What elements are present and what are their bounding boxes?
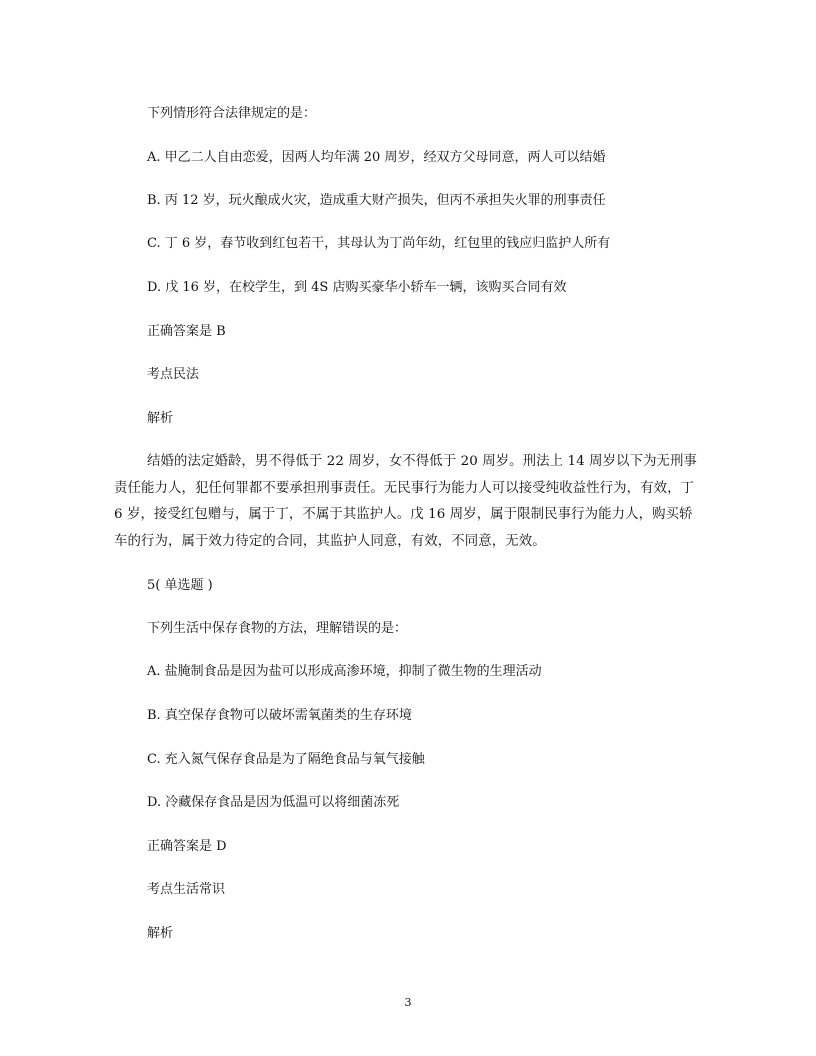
q5-option-b: B. 真空保存食物可以破坏需氧菌类的生存环境 (147, 708, 412, 723)
q4-option-b: B. 丙 12 岁，玩火酿成火灾，造成重大财产损失，但丙不承担失火罪的刑事责任 (147, 193, 606, 208)
q4-analysis-label: 解析 (147, 411, 174, 426)
q5-point: 考点生活常识 (147, 882, 226, 897)
q5-option-d: D. 冷藏保存食品是因为低温可以将细菌冻死 (147, 795, 400, 810)
page-number: 3 (404, 996, 412, 1009)
q5-stem: 下列生活中保存食物的方法，理解错误的是： (147, 621, 408, 636)
q5-header: 5( 单选题 ) (147, 578, 213, 593)
q4-option-c: C. 丁 6 岁，春节收到红包若干，其母认为丁尚年幼，红包里的钱应归监护人所有 (147, 236, 611, 251)
q4-option-a: A. 甲乙二人自由恋爱，因两人均年满 20 周岁，经双方父母同意，两人可以结婚 (147, 150, 606, 165)
q4-answer: 正确答案是 B (147, 324, 226, 339)
q4-analysis-text: 结婚的法定婚龄，男不得低于 22 周岁，女不得低于 20 周岁。刑法上 14 周岁以下为无刑事责任能力人，犯任何罪都不要承担刑事责任。无民事行为能力人可以接受纯收益性行为，有效，丁 6 岁，接受红包赠与，属于丁，不属于其监护人。戊 16 周岁，属于限制民事行为能力人，购买轿车的行为，属于效力待定的合同，其监护人同意，有效，不同意，无效。 (114, 454, 698, 549)
q4-stem: 下列情形符合法律规定的是： (147, 106, 317, 121)
q5-option-a: A. 盐腌制食品是因为盐可以形成高渗环境，抑制了微生物的生理活动 (147, 664, 542, 679)
q4-option-d: D. 戊 16 岁，在校学生，到 4S 店购买豪华小轿车一辆，该购买合同有效 (147, 280, 567, 295)
q5-option-c: C. 充入氮气保存食品是为了隔绝食品与氧气接触 (147, 752, 425, 767)
q5-answer: 正确答案是 D (147, 839, 227, 854)
q4-point: 考点民法 (147, 367, 200, 382)
q5-analysis-label: 解析 (147, 926, 174, 941)
